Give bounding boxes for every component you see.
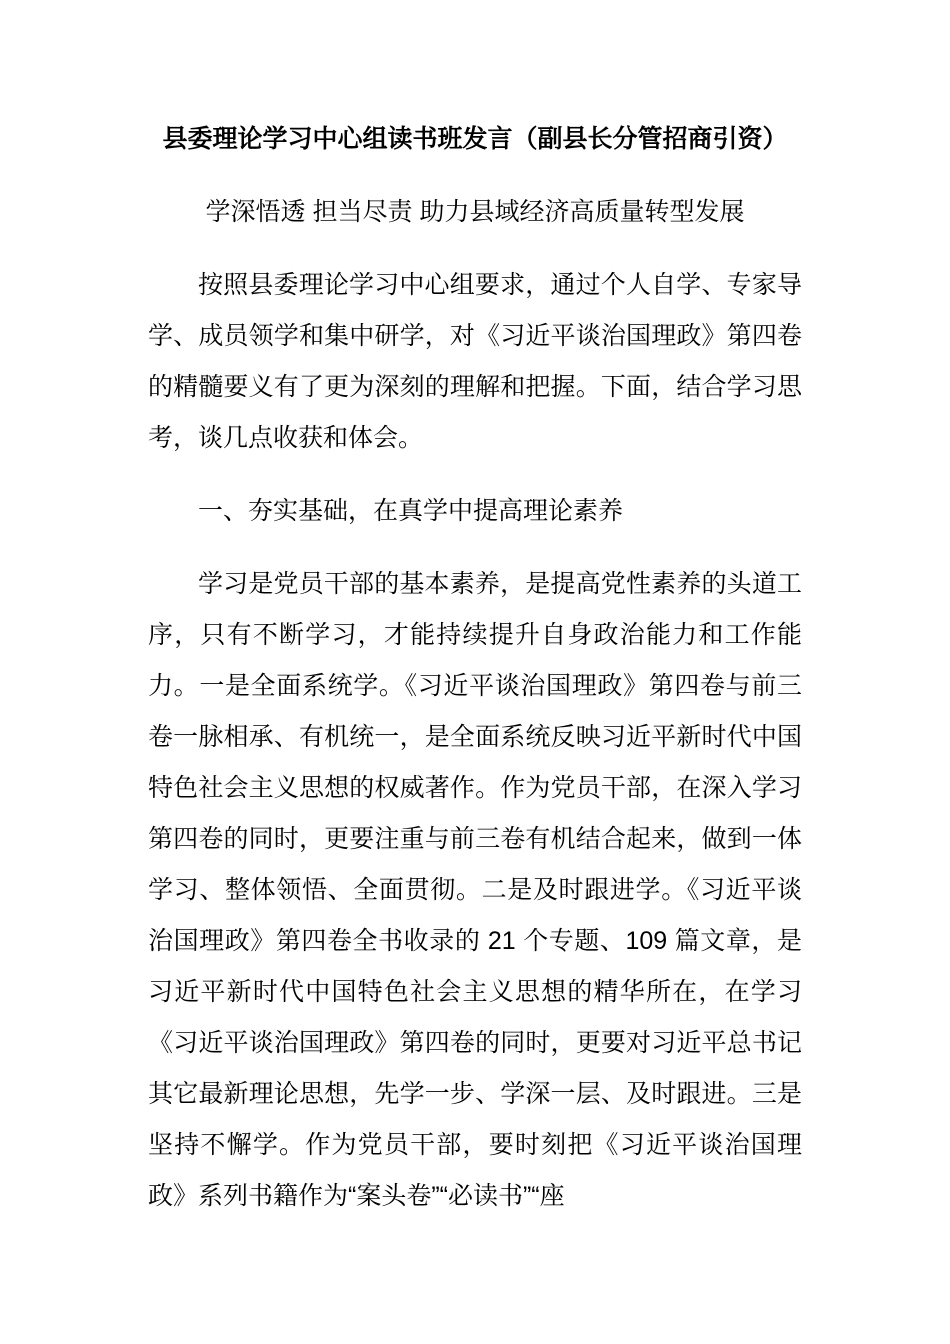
document-body — [148, 260, 802, 1222]
section-heading: 一、夯实基础，在真学中提高理论素养 — [198, 497, 624, 525]
body-paragraph: 学习是党员干部的基本素养，是提高党性素养的头道工序，只有不断学习，才能持续提升自身政治能力和工作能力。一是全面系统学。《习近平谈治国理政》第四卷与前三卷一脉相承、有机统一，是全面系统反映习近平新时代中国特色社会主义思想的权威著作。作为党员干部，在深入学习第四卷的同时，更要注重与前三卷有机结合起来，做到一体学习、整体领悟、全面贯彻。二是及时跟进学。《习近平谈治国理政》第四卷全书收录的 21 个专题、109 篇文章，是习近平新时代中国特色社会主义思想的精华所在，在学习《习近平谈治国理政》第四卷的同时，更要对习近平总书记其它最新理论思想，先学一步、学深一层、及时跟进。三是坚持不懈学。作为党员干部，要时刻把《习近平谈治国理政》系列书籍作为“案头卷”“必读书”“座 — [148, 570, 802, 1210]
document-subtitle: 学深悟透 担当尽责 助力县域经济高质量转型发展 — [205, 198, 745, 226]
document-title: 县委理论学习中心组读书班发言（副县长分管招商引资） — [162, 125, 788, 153]
body-paragraph: 按照县委理论学习中心组要求，通过个人自学、专家导学、成员领学和集中研学，对《习近平谈治国理政》第四卷的精髓要义有了更为深刻的理解和把握。下面，结合学习思考，谈几点收获和体会。 — [148, 271, 802, 452]
